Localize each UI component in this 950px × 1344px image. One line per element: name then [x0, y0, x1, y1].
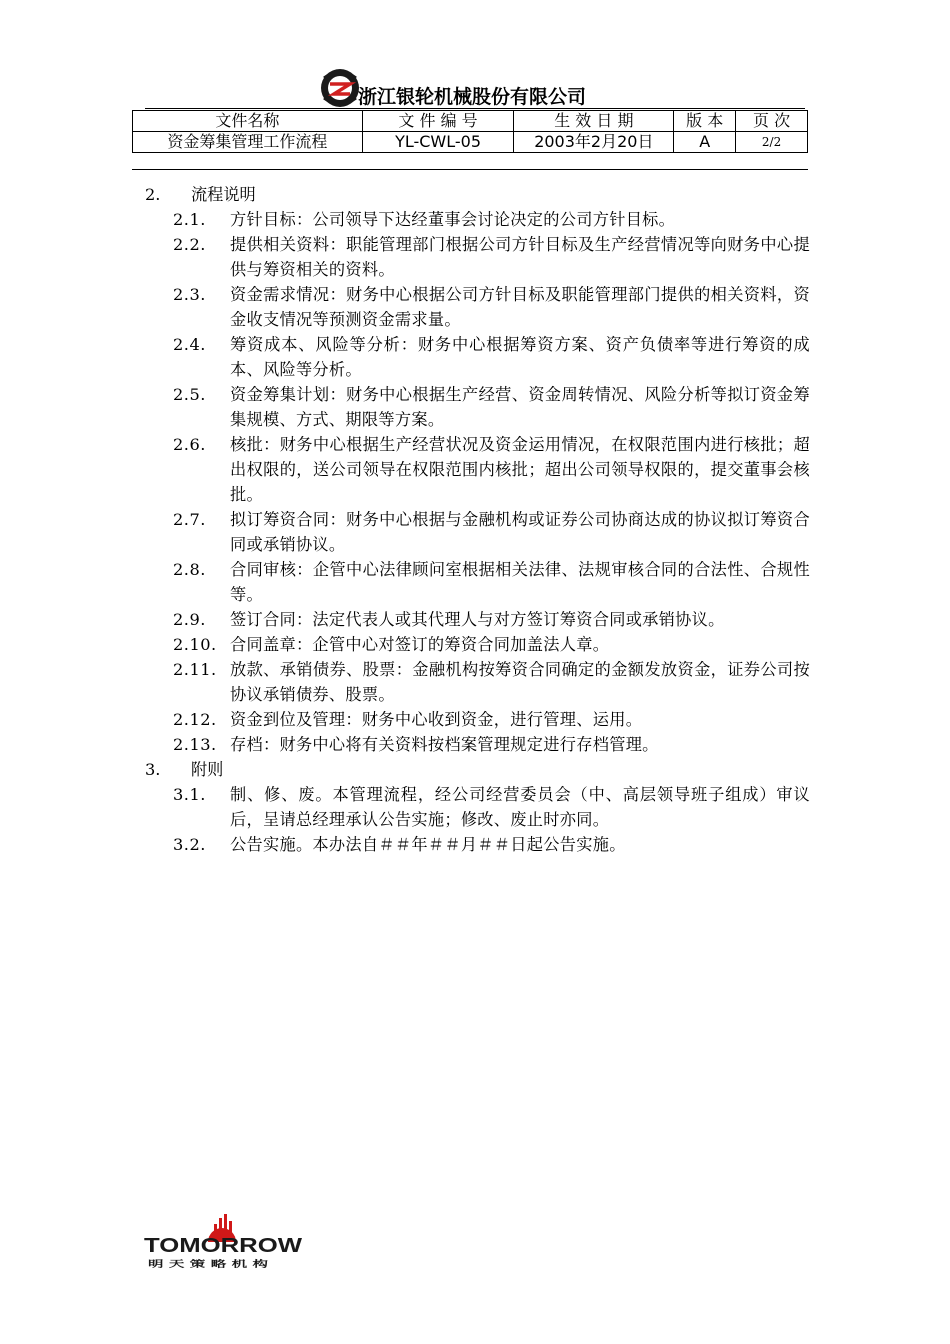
item-number: 2.5. [173, 385, 206, 404]
document-header [320, 68, 640, 110]
list-item [145, 232, 810, 282]
document-info-table [132, 110, 808, 153]
value-file-name: 资金筹集管理工作流程 [133, 132, 363, 153]
item-number: 2.2. [173, 235, 206, 254]
list-item [145, 207, 810, 232]
info-label-row [133, 111, 808, 132]
item-number: 2.11. [173, 660, 217, 679]
header-rule-bottom [132, 169, 808, 170]
list-item [145, 332, 810, 382]
item-text: 合同盖章：企管中心对签订的筹资合同加盖法人章。 [230, 635, 610, 654]
item-text: 存档：财务中心将有关资料按档案管理规定进行存档管理。 [230, 735, 659, 754]
item-text: 核批：财务中心根据生产经营状况及资金运用情况，在权限范围内进行核批；超出权限的，送公司领导在权限范围内核批；超出公司领导权限的，提交董事会核批。 [230, 435, 810, 504]
label-file-number: 文 件 编 号 [362, 111, 514, 132]
section-title: 附则 [191, 760, 224, 779]
company-logo [320, 68, 360, 108]
item-number: 2.7. [173, 510, 206, 529]
section-title: 流程说明 [191, 185, 256, 204]
item-text: 放款、承销债券、股票：金融机构按筹资合同确定的金额发放资金，证券公司按协议承销债券、股票。 [230, 660, 810, 704]
item-text: 合同审核：企管中心法律顾问室根据相关法律、法规审核合同的合法性、合规性等。 [230, 560, 810, 604]
item-number: 2.9. [173, 610, 206, 629]
list-item [145, 632, 810, 657]
label-version: 版 本 [674, 111, 736, 132]
list-item [145, 782, 810, 832]
item-text: 制、修、废。本管理流程，经公司经营委员会（中、高层领导班子组成）审议后，呈请总经理承认公告实施；修改、废止时亦同。 [230, 785, 810, 829]
brand-text: TOMORROW [144, 1235, 303, 1257]
item-text: 资金筹集计划：财务中心根据生产经营、资金周转情况、风险分析等拟订资金筹集规模、方式、期限等方案。 [230, 385, 810, 429]
section-heading [145, 182, 810, 207]
item-number: 2.1. [173, 210, 206, 229]
company-name: 浙江银轮机械股份有限公司 [358, 86, 587, 108]
label-effective-date: 生 效 日 期 [514, 111, 674, 132]
item-text: 资金到位及管理：财务中心收到资金，进行管理、运用。 [230, 710, 643, 729]
list-item [145, 732, 810, 757]
item-text: 方针目标：公司领导下达经董事会讨论决定的公司方针目标。 [230, 210, 676, 229]
list-item [145, 557, 810, 607]
list-item [145, 507, 810, 557]
item-number: 3.2. [173, 835, 206, 854]
item-text: 筹资成本、风险等分析：财务中心根据筹资方案、资产负债率等进行筹资的成本、风险等分析。 [230, 335, 810, 379]
list-item [145, 432, 810, 507]
item-number: 2.8. [173, 560, 206, 579]
item-number: 2.4. [173, 335, 206, 354]
label-file-name: 文件名称 [133, 111, 363, 132]
list-item [145, 607, 810, 632]
value-effective-date: 2003年2月20日 [514, 132, 674, 153]
label-page: 页 次 [736, 111, 808, 132]
document-body [145, 182, 810, 857]
brand-subtext: 明 天 策 略 机 构 [148, 1260, 218, 1270]
item-number: 3.1. [173, 785, 206, 804]
item-number: 2.12. [173, 710, 217, 729]
item-text: 提供相关资料：职能管理部门根据公司方针目标及生产经营情况等向财务中心提供与筹资相关的资料。 [230, 235, 810, 279]
list-item [145, 657, 810, 707]
list-item [145, 382, 810, 432]
list-item [145, 832, 810, 857]
item-text: 签订合同：法定代表人或其代理人与对方签订筹资合同或承销协议。 [230, 610, 725, 629]
info-value-row [133, 132, 808, 153]
item-number: 2.10. [173, 635, 217, 654]
list-item [145, 707, 810, 732]
section-number: 2. [145, 185, 161, 204]
header-rule-top [145, 108, 805, 109]
item-text: 资金需求情况：财务中心根据公司方针目标及职能管理部门提供的相关资料，资金收支情况等预测资金需求量。 [230, 285, 810, 329]
item-text: 拟订筹资合同：财务中心根据与金融机构或证券公司协商达成的协议拟订筹资合同或承销协议。 [230, 510, 810, 554]
section-number: 3. [145, 760, 161, 779]
value-page: 2/2 [736, 132, 808, 153]
tomorrow-logo [140, 1212, 305, 1270]
value-version: A [674, 132, 736, 153]
value-file-number: YL-CWL-05 [362, 132, 514, 153]
list-item [145, 282, 810, 332]
section-heading [145, 757, 810, 782]
item-number: 2.6. [173, 435, 206, 454]
item-number: 2.13. [173, 735, 217, 754]
item-text: 公告实施。本办法自＃＃年＃＃月＃＃日起公告实施。 [230, 835, 626, 854]
item-number: 2.3. [173, 285, 206, 304]
